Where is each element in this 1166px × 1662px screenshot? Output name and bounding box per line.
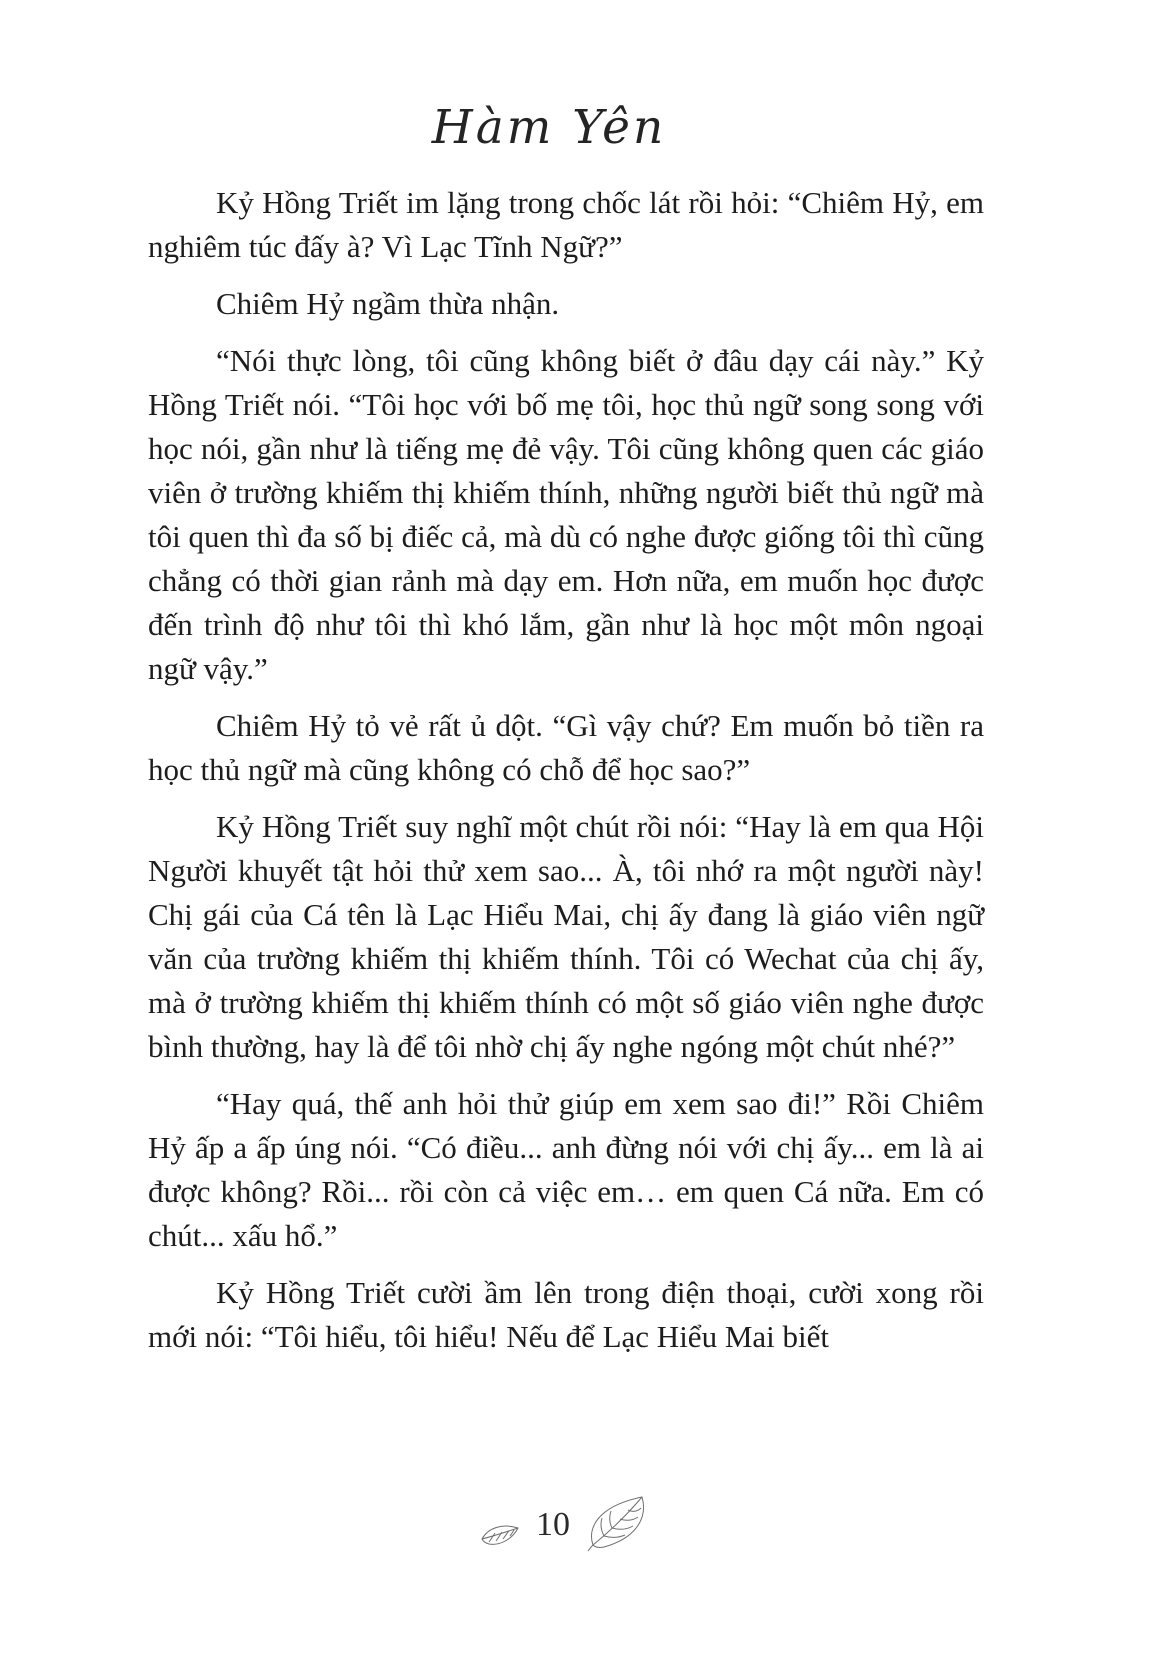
paragraph: Kỷ Hồng Triết im lặng trong chốc lát rồi hỏi: “Chiêm Hỷ, em nghiêm túc đấy à? Vì Lạc Tĩnh Ngữ?”	[148, 185, 984, 264]
page-number: 10	[536, 1506, 570, 1543]
paragraph: Kỷ Hồng Triết cười ầm lên trong điện thoại, cười xong rồi mới nói: “Tôi hiểu, tôi hiểu! Nếu để Lạc Hiểu Mai biết	[148, 1275, 984, 1354]
page-title: Hàm Yên	[431, 100, 667, 155]
paragraph: Kỷ Hồng Triết suy nghĩ một chút rồi nói: “Hay là em qua Hội Người khuyết tật hỏi thử xem sao... À, tôi nhớ ra một người này! Chị gái của Cá tên là Lạc Hiểu Mai, chị ấy đang là giáo viên ngữ văn của trường khiếm thị khiếm thính. Tôi có Wechat của chị ấy, mà ở trường khiếm thị khiếm thính có một số giáo viên nghe được bình thường, hay là để tôi nhờ chị ấy nghe ngóng một chút nhé?”	[148, 809, 984, 1064]
paragraph: Chiêm Hỷ ngầm thừa nhận.	[216, 286, 560, 321]
body-paragraphs	[148, 181, 984, 1359]
paragraph: “Hay quá, thế anh hỏi thử giúp em xem sao đi!” Rồi Chiêm Hỷ ấp a ấp úng nói. “Có điều... anh đừng nói với chị ấy... em là ai được không? Rồi... rồi còn cả việc em… em quen Cá nữa. Em có chút... xấu hổ.”	[148, 1086, 984, 1253]
paragraph: Chiêm Hỷ tỏ vẻ rất ủ dột. “Gì vậy chứ? Em muốn bỏ tiền ra học thủ ngữ mà cũng không có chỗ để học sao?”	[148, 708, 984, 787]
leaf-left-icon	[480, 1522, 520, 1548]
page-footer	[0, 1496, 1132, 1554]
leaf-right-icon	[586, 1494, 652, 1552]
paragraph: “Nói thực lòng, tôi cũng không biết ở đâu dạy cái này.” Kỷ Hồng Triết nói. “Tôi học với bố mẹ tôi, học thủ ngữ song song với học nói, gần như là tiếng mẹ đẻ vậy. Tôi cũng không quen các giáo viên ở trường khiếm thị khiếm thính, những người biết thủ ngữ mà tôi quen thì đa số bị điếc cả, mà dù có nghe được giống tôi thì cũng chẳng có thời gian rảnh mà dạy em. Hơn nữa, em muốn học được đến trình độ như tôi thì khó lắm, gần như là học một môn ngoại ngữ vậy.”	[148, 343, 984, 686]
